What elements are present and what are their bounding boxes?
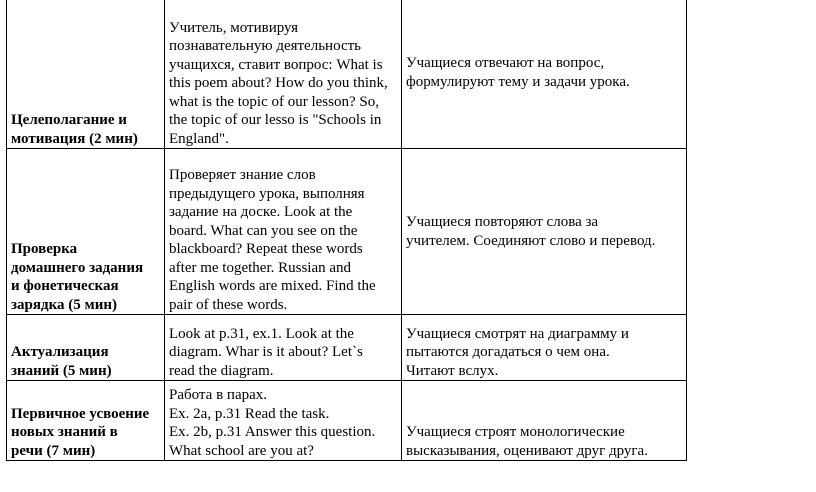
stage-cell: Первичное усвоение новых знаний в речи (7 мин) xyxy=(7,381,165,461)
stage-cell: Проверка домашнего задания и фонетическая зарядка (5 мин) xyxy=(7,149,165,315)
student-activity-cell: Учащиеся строят монологические высказывания, оценивают друг друга. xyxy=(402,381,687,461)
student-activity-cell: Учащиеся повторяют слова за учителем. Соединяют слово и перевод. xyxy=(402,149,687,315)
lesson-plan-table xyxy=(6,0,687,461)
table-row xyxy=(7,0,687,149)
teacher-activity-cell: Look at p.31, ex.1. Look at the diagram. Whar is it about? Let`s read the diagram. xyxy=(165,315,402,381)
student-activity-cell: Учащиеся смотрят на диаграмму и пытаются догадаться о чем она. Читают вслух. xyxy=(402,315,687,381)
stage-cell: Актуализация знаний (5 мин) xyxy=(7,315,165,381)
table-row xyxy=(7,315,687,381)
stage-cell: Целеполагание и мотивация (2 мин) xyxy=(7,0,165,149)
student-activity-cell: Учащиеся отвечают на вопрос, формулируют тему и задачи урока. xyxy=(402,0,687,149)
table-row xyxy=(7,381,687,461)
teacher-activity-cell: Работа в парах. Ex. 2a, p.31 Read the task. Ex. 2b, p.31 Answer this question. What school are you at? xyxy=(165,381,402,461)
teacher-activity-cell: Учитель, мотивируя познавательную деятельность учащихся, ставит вопрос: What is this poem about? How do you think, what is the topic of our lesson? So, the topic of our lesso is "Schools in England". xyxy=(165,0,402,149)
teacher-activity-cell: Проверяет знание слов предыдущего урока, выполняя задание на доске. Look at the board. What can you see on the blackboard? Repeat these words after me together. Russian and English words are mixed. Find the pair of these words. xyxy=(165,149,402,315)
table-row xyxy=(7,149,687,315)
